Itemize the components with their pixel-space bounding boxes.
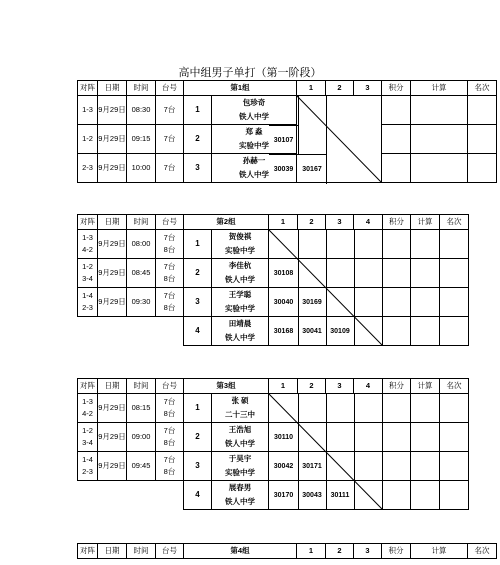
match-table: 7台	[156, 96, 184, 125]
points-cell	[382, 154, 411, 183]
match-date: 9月29日	[98, 230, 127, 259]
calc-cell	[411, 452, 440, 481]
points-cell	[383, 452, 411, 481]
match-table: 7台	[163, 291, 176, 301]
player-cell	[212, 96, 297, 125]
header-calc: 计算	[411, 544, 468, 559]
player-school: 实验中学	[225, 468, 255, 477]
match-date: 9月29日	[98, 154, 127, 183]
header-calc: 计算	[411, 215, 440, 230]
match-round-cell	[78, 288, 98, 317]
header-points: 积分	[383, 379, 411, 394]
group-header-row	[78, 81, 497, 96]
points-cell	[383, 230, 411, 259]
player-school: 铁人中学	[225, 497, 255, 506]
score-cell: 30039	[273, 166, 294, 173]
match-round: 2-3	[82, 303, 93, 312]
calc-cell	[411, 96, 468, 125]
match-time: 09:15	[127, 125, 156, 154]
calc-cell	[411, 423, 440, 452]
rank-cell	[440, 452, 469, 481]
header-date: 日期	[98, 81, 127, 96]
player-name: 孙赫一	[242, 156, 266, 166]
match-round-cell	[78, 230, 98, 259]
header-col-1: 1	[297, 81, 326, 96]
player-school: 二十三中	[225, 410, 255, 419]
points-cell	[383, 481, 411, 510]
header-col-1: 1	[297, 544, 326, 559]
match-table: 7台	[156, 154, 184, 183]
header-date: 日期	[98, 215, 127, 230]
rank-cell	[440, 288, 469, 317]
match-table: 7台	[163, 455, 176, 465]
header-table: 台号	[156, 215, 184, 230]
header-rank: 名次	[440, 379, 469, 394]
rank-cell	[440, 481, 469, 510]
match-table: 8台	[163, 409, 176, 418]
player-school: 铁人中学	[225, 439, 255, 448]
header-round: 对阵	[78, 215, 98, 230]
header-points: 积分	[382, 544, 411, 559]
score-cell: 30040	[273, 299, 294, 306]
match-table-cell	[156, 288, 184, 317]
player-cell	[212, 481, 269, 510]
calc-cell	[411, 394, 440, 423]
group-name: 第2组	[184, 215, 269, 230]
group-name: 第3组	[184, 379, 269, 394]
match-table: 7台	[163, 426, 176, 436]
match-date: 9月29日	[98, 423, 127, 452]
player-cell	[212, 394, 269, 423]
match-round: 3-4	[82, 438, 93, 447]
match-table: 8台	[163, 245, 176, 254]
match-table-cell	[156, 452, 184, 481]
header-points: 积分	[383, 215, 411, 230]
match-time: 08:15	[127, 394, 156, 423]
player-name: 李佳杭	[228, 261, 252, 271]
match-round: 2-3	[78, 154, 98, 183]
match-time: 08:45	[127, 259, 156, 288]
match-round: 1-4	[82, 455, 93, 465]
player-position: 4	[184, 481, 212, 510]
player-school: 实验中学	[225, 304, 255, 313]
match-table: 8台	[163, 438, 176, 447]
match-time: 09:30	[127, 288, 156, 317]
match-round: 1-3	[82, 233, 93, 243]
group-2-score-grid	[269, 229, 384, 346]
header-col-3: 3	[354, 81, 382, 96]
header-col-3: 3	[354, 544, 382, 559]
group-1-score-grid	[269, 125, 355, 213]
group-name: 第4组	[184, 544, 297, 559]
score-cell: 30043	[302, 492, 322, 499]
header-round: 对阵	[78, 81, 98, 96]
header-points: 积分	[382, 81, 411, 96]
points-cell	[383, 317, 411, 346]
rank-cell	[468, 96, 497, 125]
header-calc: 计算	[411, 379, 440, 394]
header-time: 时间	[127, 544, 156, 559]
match-time: 08:00	[127, 230, 156, 259]
header-date: 日期	[98, 379, 127, 394]
player-school: 铁人中学	[225, 333, 255, 342]
player-name: 王浩旭	[228, 425, 252, 435]
header-table: 台号	[156, 379, 184, 394]
score-cell: 30167	[302, 166, 322, 173]
player-position: 1	[184, 394, 212, 423]
table-row	[78, 96, 497, 125]
points-cell	[383, 423, 411, 452]
match-date: 9月29日	[98, 96, 127, 125]
match-table: 7台	[163, 233, 176, 243]
score-cell: 30110	[273, 434, 294, 441]
group-header-row	[78, 379, 469, 394]
match-round: 3-4	[82, 274, 93, 283]
calc-cell	[411, 317, 440, 346]
player-cell	[212, 423, 269, 452]
match-round: 1-3	[82, 397, 93, 407]
player-name: 包珍奇	[242, 98, 266, 108]
match-table: 7台	[156, 125, 184, 154]
score-cell: 30168	[273, 328, 294, 335]
match-table-cell	[156, 394, 184, 423]
rank-cell	[440, 317, 469, 346]
match-table-cell	[156, 259, 184, 288]
match-round: 1-2	[82, 262, 93, 272]
header-col-4: 4	[354, 379, 383, 394]
match-round: 1-2	[78, 125, 98, 154]
player-cell	[212, 317, 269, 346]
match-time: 08:30	[127, 96, 156, 125]
points-cell	[383, 259, 411, 288]
group-header-row	[78, 215, 469, 230]
header-col-2: 2	[298, 379, 326, 394]
match-round: 1-4	[82, 291, 93, 301]
header-date: 日期	[98, 544, 127, 559]
player-school: 铁人中学	[225, 275, 255, 284]
match-date: 9月29日	[98, 452, 127, 481]
match-round-cell	[78, 394, 98, 423]
points-cell	[382, 125, 411, 154]
header-round: 对阵	[78, 544, 98, 559]
header-time: 时间	[127, 379, 156, 394]
player-cell	[212, 288, 269, 317]
score-cell: 30042	[273, 463, 294, 470]
score-cell: 30170	[273, 492, 294, 499]
calc-cell	[411, 481, 440, 510]
match-time: 10:00	[127, 154, 156, 183]
player-position: 3	[184, 452, 212, 481]
player-name: 贺俊祺	[228, 232, 252, 242]
rank-cell	[468, 154, 497, 183]
player-name: 郑 淼	[245, 127, 263, 137]
player-position: 3	[184, 288, 212, 317]
player-position: 1	[184, 96, 212, 125]
match-round: 1-3	[78, 96, 98, 125]
header-time: 时间	[127, 215, 156, 230]
match-round: 2-3	[82, 467, 93, 476]
rank-cell	[440, 423, 469, 452]
player-name: 田靖晨	[228, 319, 252, 329]
player-name: 于昊宇	[228, 454, 252, 464]
player-position: 2	[184, 125, 212, 154]
player-position: 1	[184, 230, 212, 259]
score-cell: 30041	[302, 328, 322, 335]
score-cell: 30169	[302, 299, 322, 306]
player-name: 张 硕	[231, 396, 249, 406]
header-col-1: 1	[269, 379, 298, 394]
match-time: 09:45	[127, 452, 156, 481]
header-calc: 计算	[411, 81, 468, 96]
calc-cell	[411, 230, 440, 259]
player-position: 3	[184, 154, 212, 183]
player-cell	[212, 452, 269, 481]
match-table-cell	[156, 423, 184, 452]
header-table: 台号	[156, 544, 184, 559]
calc-cell	[411, 125, 468, 154]
match-round: 4-2	[82, 245, 93, 254]
document-title: 高中组男子单打（第一阶段）	[178, 66, 322, 79]
calc-cell	[411, 288, 440, 317]
score-cell: 30107	[273, 137, 294, 144]
points-cell	[383, 394, 411, 423]
match-date: 9月29日	[98, 394, 127, 423]
header-rank: 名次	[468, 81, 497, 96]
header-time: 时间	[127, 81, 156, 96]
player-cell	[212, 259, 269, 288]
match-table: 8台	[163, 467, 176, 476]
match-round-cell	[78, 259, 98, 288]
player-cell	[212, 230, 269, 259]
points-cell	[382, 96, 411, 125]
match-round-cell	[78, 423, 98, 452]
score-cell: 30109	[330, 328, 350, 335]
score-cell: 30108	[273, 270, 294, 277]
rank-cell	[440, 230, 469, 259]
player-name: 展春男	[228, 483, 252, 493]
group-name: 第1组	[184, 81, 297, 96]
player-position: 2	[184, 423, 212, 452]
player-position: 4	[184, 317, 212, 346]
match-round-cell	[78, 452, 98, 481]
header-col-1: 1	[269, 215, 298, 230]
match-table: 7台	[163, 262, 176, 272]
header-col-2: 2	[298, 215, 326, 230]
match-date: 9月29日	[98, 125, 127, 154]
score-cell: 30111	[330, 492, 350, 499]
player-name: 王学聪	[228, 290, 252, 300]
header-col-3: 3	[326, 215, 354, 230]
player-school: 实验中学	[225, 246, 255, 255]
match-table: 8台	[163, 274, 176, 283]
header-col-2: 2	[326, 544, 354, 559]
match-table: 7台	[163, 397, 176, 407]
player-school: 铁人中学	[239, 112, 269, 121]
header-table: 台号	[156, 81, 184, 96]
points-cell	[383, 288, 411, 317]
match-table-cell	[156, 230, 184, 259]
rank-cell	[440, 259, 469, 288]
calc-cell	[411, 154, 468, 183]
header-col-2: 2	[326, 81, 354, 96]
match-time: 09:00	[127, 423, 156, 452]
group-header-row	[78, 544, 497, 559]
match-table: 8台	[163, 303, 176, 312]
match-date: 9月29日	[98, 288, 127, 317]
header-col-3: 3	[326, 379, 354, 394]
match-round: 1-2	[82, 426, 93, 436]
calc-cell	[411, 259, 440, 288]
match-date: 9月29日	[98, 259, 127, 288]
header-rank: 名次	[440, 215, 469, 230]
player-school: 铁人中学	[239, 170, 269, 179]
group-4-table	[77, 543, 497, 559]
rank-cell	[440, 394, 469, 423]
rank-cell	[468, 125, 497, 154]
player-school: 实验中学	[239, 141, 269, 150]
match-round: 4-2	[82, 409, 93, 418]
header-col-4: 4	[354, 215, 383, 230]
header-rank: 名次	[468, 544, 497, 559]
score-cell: 30171	[302, 463, 322, 470]
player-position: 2	[184, 259, 212, 288]
header-round: 对阵	[78, 379, 98, 394]
group-3-score-grid	[269, 393, 384, 510]
